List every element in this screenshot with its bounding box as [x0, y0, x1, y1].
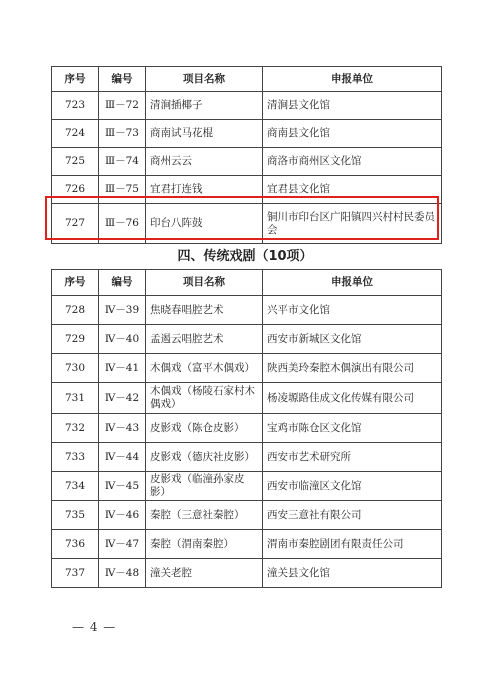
table-row	[52, 414, 442, 443]
cell-project-name: 木偶戏（杨陵石家村木偶戏）	[146, 383, 263, 414]
table-traditional-music-continued	[51, 66, 442, 244]
cell-applicant-unit: 宝鸡市陈仓区文化馆	[263, 414, 442, 443]
header-applicant-unit: 申报单位	[263, 67, 442, 92]
cell-project-name: 潼关老腔	[146, 559, 263, 588]
cell-applicant-unit: 清涧县文化馆	[263, 92, 442, 120]
cell-serial: 728	[52, 296, 99, 325]
cell-applicant-unit: 杨凌塬路佳成文化传媒有限公司	[263, 383, 442, 414]
cell-project-name: 焦晓春唱腔艺术	[146, 296, 263, 325]
cell-code: Ⅳ－43	[99, 414, 146, 443]
cell-code: Ⅳ－45	[99, 472, 146, 501]
cell-applicant-unit: 铜川市印台区广阳镇四兴村村民委员会	[263, 204, 442, 244]
cell-applicant-unit: 西安市艺术研究所	[263, 443, 442, 472]
cell-project-name: 皮影戏（德庆社皮影）	[146, 443, 263, 472]
cell-project-name: 秦腔（三意社秦腔）	[146, 501, 263, 530]
header-code: 编号	[99, 270, 146, 296]
header-code: 编号	[99, 67, 146, 92]
cell-serial: 723	[52, 92, 99, 120]
cell-applicant-unit: 西安市新城区文化馆	[263, 325, 442, 354]
cell-project-name: 商州云云	[146, 148, 263, 176]
cell-serial: 733	[52, 443, 99, 472]
cell-applicant-unit: 商南县文化馆	[263, 120, 442, 148]
cell-project-name: 印台八阵鼓	[146, 204, 263, 244]
cell-project-name: 木偶戏（富平木偶戏）	[146, 354, 263, 383]
table-row	[52, 443, 442, 472]
cell-project-name: 宜君打连钱	[146, 176, 263, 204]
cell-project-name: 秦腔（渭南秦腔）	[146, 530, 263, 559]
cell-code: Ⅳ－48	[99, 559, 146, 588]
cell-code: Ⅳ－47	[99, 530, 146, 559]
header-serial: 序号	[52, 67, 99, 92]
table-row	[52, 383, 442, 414]
cell-applicant-unit: 西安三意社有限公司	[263, 501, 442, 530]
cell-serial: 735	[52, 501, 99, 530]
cell-project-name: 清涧插椰子	[146, 92, 263, 120]
cell-serial: 737	[52, 559, 99, 588]
header-serial: 序号	[52, 270, 99, 296]
table-row	[52, 354, 442, 383]
header-applicant-unit: 申报单位	[263, 270, 442, 296]
table-row	[52, 120, 442, 148]
cell-code: Ⅳ－40	[99, 325, 146, 354]
cell-applicant-unit: 商洛市商州区文化馆	[263, 148, 442, 176]
cell-code: Ⅲ－74	[99, 148, 146, 176]
cell-project-name: 皮影戏（临潼孙家皮影）	[146, 472, 263, 501]
cell-serial: 727	[52, 204, 99, 244]
cell-code: Ⅳ－42	[99, 383, 146, 414]
cell-serial: 725	[52, 148, 99, 176]
cell-code: Ⅲ－72	[99, 92, 146, 120]
table-header-row	[52, 270, 442, 296]
cell-serial: 734	[52, 472, 99, 501]
cell-code: Ⅳ－41	[99, 354, 146, 383]
section-heading: 四、传统戏剧（10项）	[177, 249, 313, 264]
cell-serial: 729	[52, 325, 99, 354]
table-row-highlighted	[52, 204, 442, 244]
cell-applicant-unit: 西安市临潼区文化馆	[263, 472, 442, 501]
cell-code: Ⅲ－76	[99, 204, 146, 244]
table-traditional-drama	[51, 269, 442, 588]
table-row	[52, 148, 442, 176]
cell-serial: 731	[52, 383, 99, 414]
cell-serial: 736	[52, 530, 99, 559]
table-row	[52, 472, 442, 501]
table-row	[52, 501, 442, 530]
cell-serial: 730	[52, 354, 99, 383]
page-number: — 4 —	[72, 620, 117, 634]
cell-applicant-unit: 渭南市秦腔剧团有限责任公司	[263, 530, 442, 559]
header-project-name: 项目名称	[146, 67, 263, 92]
table-row	[52, 559, 442, 588]
table-row	[52, 92, 442, 120]
cell-applicant-unit: 宜君县文化馆	[263, 176, 442, 204]
cell-project-name: 孟遏云唱腔艺术	[146, 325, 263, 354]
cell-code: Ⅳ－44	[99, 443, 146, 472]
table-header-row	[52, 67, 442, 92]
table-row	[52, 296, 442, 325]
cell-code: Ⅲ－75	[99, 176, 146, 204]
cell-serial: 724	[52, 120, 99, 148]
header-project-name: 项目名称	[146, 270, 263, 296]
cell-code: Ⅳ－39	[99, 296, 146, 325]
cell-applicant-unit: 潼关县文化馆	[263, 559, 442, 588]
table-row	[52, 176, 442, 204]
table-row	[52, 530, 442, 559]
cell-applicant-unit: 兴平市文化馆	[263, 296, 442, 325]
cell-project-name: 商南试马花棍	[146, 120, 263, 148]
cell-serial: 726	[52, 176, 99, 204]
cell-serial: 732	[52, 414, 99, 443]
cell-project-name: 皮影戏（陈仓皮影）	[146, 414, 263, 443]
cell-code: Ⅳ－46	[99, 501, 146, 530]
cell-applicant-unit: 陕西美玲秦腔木偶演出有限公司	[263, 354, 442, 383]
cell-code: Ⅲ－73	[99, 120, 146, 148]
table-row	[52, 325, 442, 354]
